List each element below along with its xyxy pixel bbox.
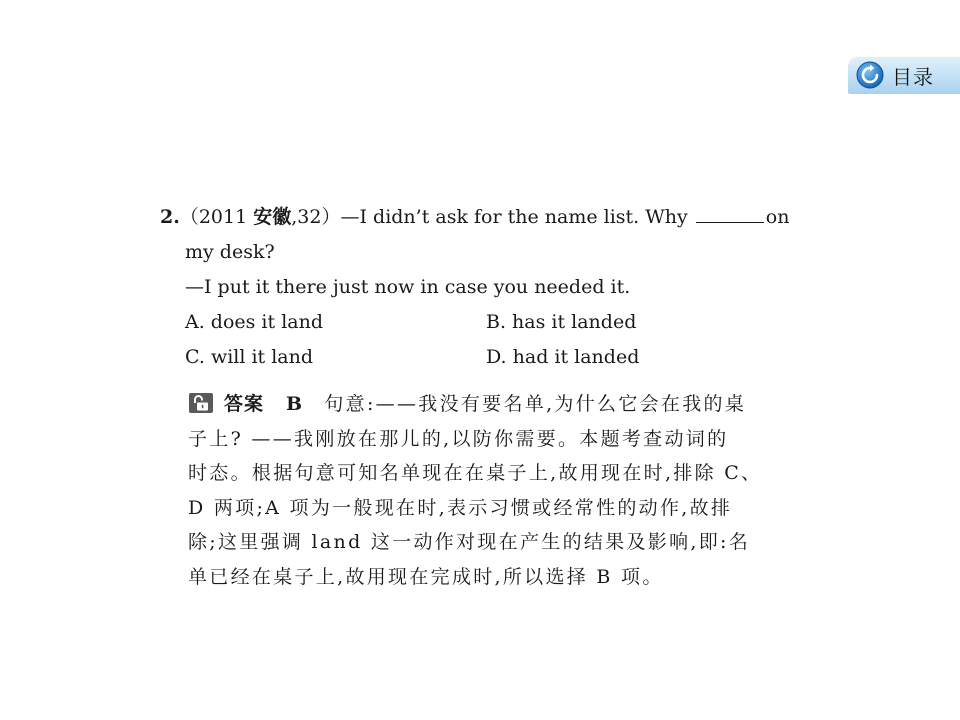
answer-text-line-6: 单已经在桌子上,故用现在完成时,所以选择 B 项。 bbox=[188, 565, 664, 588]
answer-line-1 bbox=[188, 387, 808, 422]
unlocked-padlock-icon bbox=[188, 392, 214, 414]
question-source-place: 安徽 bbox=[253, 206, 292, 228]
answer-text-line-1: 句意:——我没有要名单,为什么它会在我的桌 bbox=[324, 393, 747, 415]
answer-text-line-3: 时态。根据句意可知名单现在在桌子上,故用现在时,排除 C、 bbox=[188, 462, 763, 484]
options-row-2 bbox=[160, 340, 810, 375]
question-source-close: ,32） bbox=[291, 206, 341, 228]
answer-choice: B bbox=[286, 393, 305, 415]
question-line-1 bbox=[160, 200, 810, 235]
toc-button[interactable] bbox=[848, 56, 960, 94]
answer-blank bbox=[696, 221, 764, 223]
question-block bbox=[160, 200, 810, 375]
option-c: C. will it land bbox=[185, 346, 314, 368]
question-line-2: my desk? bbox=[185, 241, 275, 263]
answer-text-line-2: 子上? ——我刚放在那儿的,以防你需要。本题考查动词的 bbox=[188, 427, 729, 450]
question-stem-part2: on bbox=[765, 206, 790, 228]
toc-label: 目录 bbox=[892, 64, 934, 89]
options-row-1 bbox=[160, 305, 810, 340]
answer-text-line-5: 除;这里强调 land 这一动作对现在产生的结果及影响,即:名 bbox=[188, 531, 751, 553]
answer-block bbox=[188, 387, 808, 594]
question-line-3: —I put it there just now in case you needed it. bbox=[185, 276, 631, 298]
answer-text-line-4: D 两项;A 项为一般现在时,表示习惯或经常性的动作,故排 bbox=[188, 496, 733, 519]
option-a: A. does it land bbox=[185, 311, 323, 333]
question-source-open: （2011 bbox=[179, 206, 254, 228]
question-number: 2. bbox=[160, 206, 180, 228]
option-b: B. has it landed bbox=[486, 311, 637, 333]
circular-arrow-icon bbox=[856, 61, 884, 89]
answer-label: 答案 bbox=[224, 393, 265, 415]
option-d: D. had it landed bbox=[486, 346, 640, 368]
question-stem-part1: —I didn’t ask for the name list. Why bbox=[340, 206, 694, 228]
